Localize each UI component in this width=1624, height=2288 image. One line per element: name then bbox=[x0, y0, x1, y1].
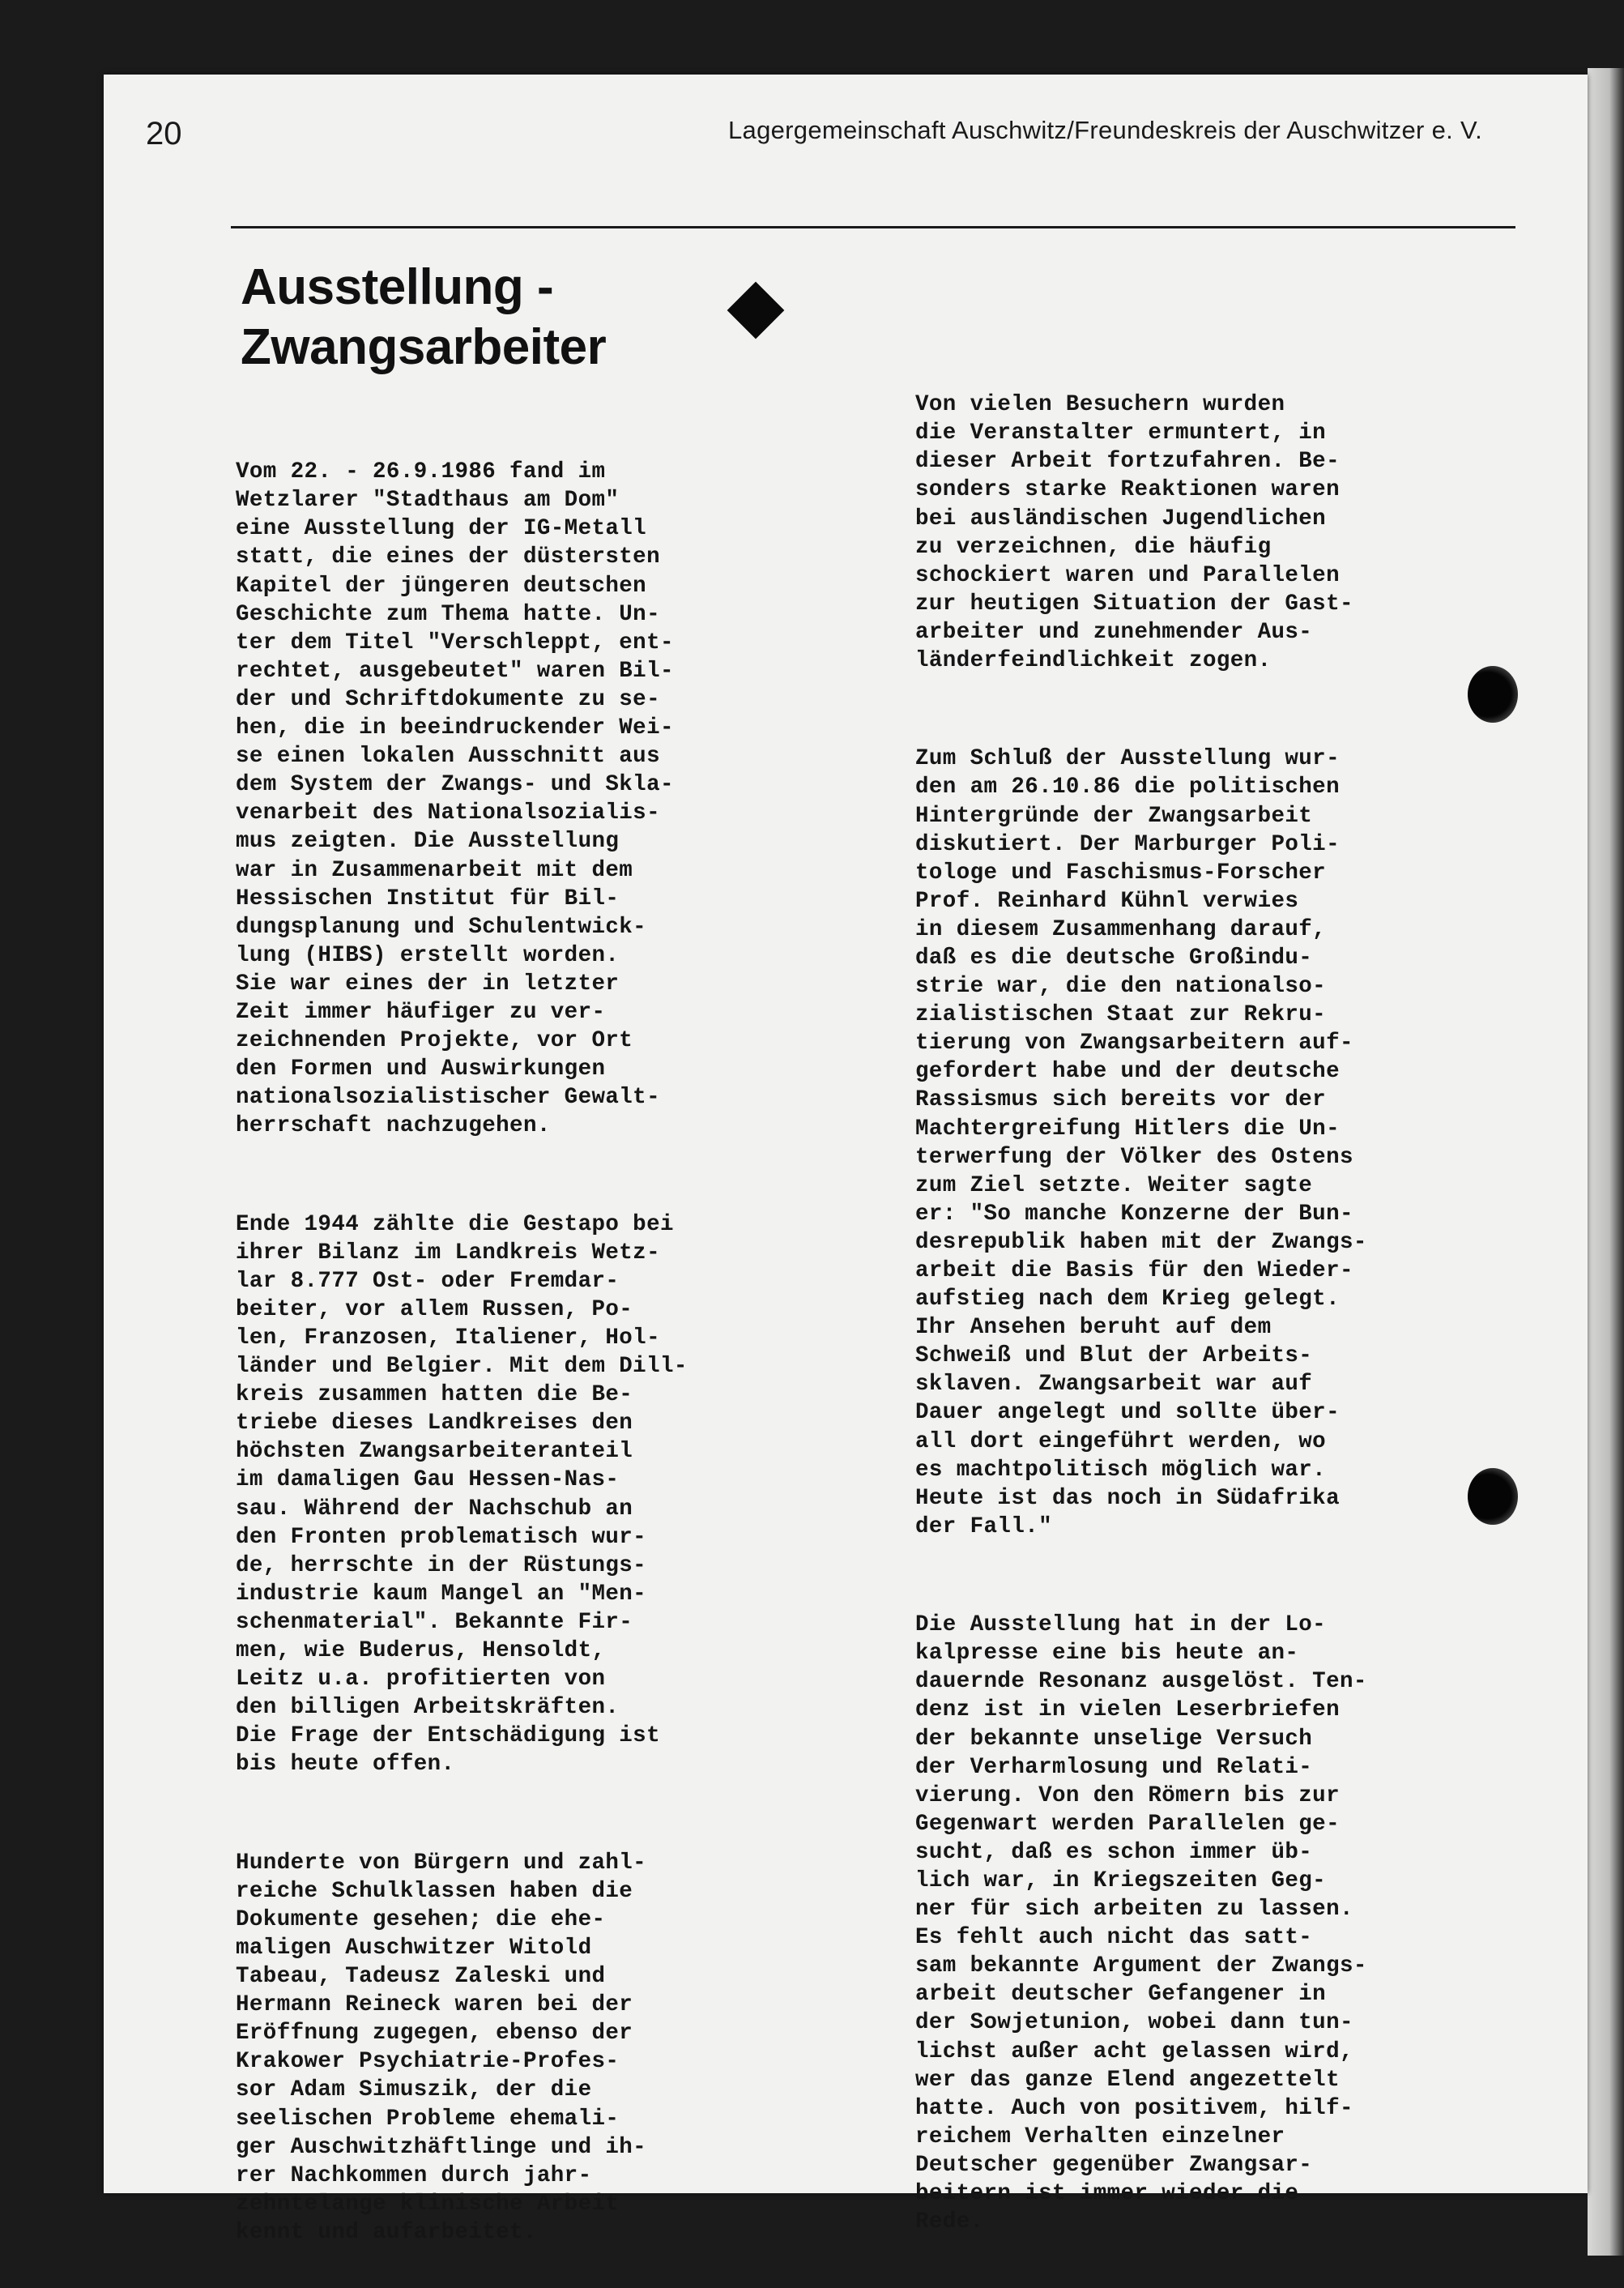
next-page-edge bbox=[1588, 68, 1624, 2256]
paragraph-gestapo-1944: Ende 1944 zählte die Gestapo bei ihrer Bilanz im Landkreis Wetz- lar 8.777 Ost- oder Fremdar- beiter, vor allem Russen, Po- len, Franzosen, Italiener, Hol- länder und Belgier. Mit dem Dill- kreis zusammen hatten die Be- triebe dieses Landkreises den höchsten Zwangsarbeiteranteil im damaligen Gau Hessen-Nas- sau. Während der Nachschub an den Fronten problematisch wur- de, herrschte in der Rüstungs- industrie kaum Mangel an "Men- schenmaterial". Bekannte Fir- men, wie Buderus, Hensoldt, Leitz u.a. profitierten von den billigen Arbeitskräften. Die Frage der Entschädigung ist bis heute offen. bbox=[236, 1211, 688, 1778]
paragraph-discussion: Zum Schluß der Ausstellung wur- den am 26.10.86 die politischen Hintergründe der Zwangsarbeit diskutiert. Der Marburger Poli- tologe und Faschismus-Forscher Prof. Reinhard Kühnl verwies in diesem Zusammenhang darauf, daß es die deutsche Großindu- strie war, die den nationalso- zialistischen Staat zur Rekru- tierung von Zwangsarbeitern auf- gefordert habe und der deutsche Rassismus sich bereits vor der Machtergreifung Hitlers die Un- terwerfung der Völker des Ostens zum Ziel setzte. Weiter sagte er: "So manche Konzerne der Bun- desrepublik haben mit der Zwangs- arbeit die Basis für den Wieder- aufstieg nach dem Krieg gelegt. Ihr Ansehen beruht auf dem Schweiß und Blut der Arbeits- sklaven. Zwangsarbeit war auf Dauer angelegt und sollte über- all dort eingeführt werden, wo es machtpolitisch möglich war. Heute ist das noch in Südafrika der Fall." bbox=[915, 746, 1367, 1539]
article-title bbox=[241, 258, 727, 378]
paragraph-reactions: Von vielen Besuchern wurden die Veranstalter ermuntert, in dieser Arbeit fortzufahren. Be- sonders starke Reaktionen waren bei ausländischen Jugendlichen zu verzeichnen, die häufig schockiert waren und Parallelen zur heutigen Situation der Gast- arbeiter und zunehmender Aus- länderfeindlichkeit zogen. bbox=[915, 392, 1353, 674]
paragraph-exhibition: Vom 22. - 26.9.1986 fand im Wetzlarer "Stadthaus am Dom" eine Ausstellung der IG-Metall statt, die eines der düstersten Kapitel der jüngeren deutschen Geschichte zum Thema hatte. Un- ter dem Titel "Verschleppt, ent- rechtet, ausgebeutet" waren Bil- der und Schriftdokumente zu se- hen, die in beeindruckender Wei- se einen lokalen Ausschnitt aus dem System der Zwangs- und Skla- venarbeit des Nationalsozialis- mus zeigten. Die Ausstellung war in Zusammenarbeit mit dem Hessischen Institut für Bil- dungsplanung und Schulentwick- lung (HIBS) erstellt worden. Sie war eines der in letzter Zeit immer häufiger zu ver- zeichnenden Projekte, vor Ort den Formen und Auswirkungen nationalsozialistischer Gewalt- herrschaft nachzugehen. bbox=[236, 459, 674, 1139]
punch-hole-bottom bbox=[1468, 1468, 1518, 1525]
paragraph-visitors: Hunderte von Bürgern und zahl- reiche Schulklassen haben die Dokumente gesehen; die ehe- maligen Auschwitzer Witold Tabeau, Tadeusz Zaleski und Hermann Reineck waren bei der Eröffnung zugegen, ebenso der Krakower Psychiatrie-Profes- sor Adam Simuszik, der die seelischen Probleme ehemali- ger Auschwitzhäftlinge und ih- rer Nachkommen durch jahr- zehntelange klinische Arbeit kennt und aufarbeitet. bbox=[236, 1850, 647, 2245]
title-line-2: Zwangsarbeiter bbox=[241, 319, 607, 375]
page-header bbox=[146, 101, 1482, 150]
right-column bbox=[915, 334, 1367, 2277]
header-rule bbox=[231, 226, 1515, 228]
punch-hole-top bbox=[1468, 666, 1518, 723]
title-line-1: Ausstellung - bbox=[241, 259, 554, 315]
left-column bbox=[236, 401, 688, 2288]
page-number: 20 bbox=[146, 116, 182, 152]
paragraph-press: Die Ausstellung hat in der Lo- kalpresse eine bis heute an- dauernde Resonanz ausgelöst. Ten- denz ist in vielen Leserbriefen der bekannte unselige Versuch der Verharmlosung und Relati- vierung. Von den Römern bis zur Gegenwart werden Parallelen ge- sucht, daß es schon immer üb- lich war, in Kriegszeiten Geg- ner für sich arbeiten zu lassen. Es fehlt auch nicht das satt- sam bekannte Argument der Zwangs- arbeit deutscher Gefangener in der Sowjetunion, wobei dann tun- lichst außer acht gelassen wird, wer das ganze Elend angezettelt hatte. Auch von positivem, hilf- reichem Verhalten einzelner Deutscher gegenüber Zwangsar- beitern ist immer wieder die Rede. bbox=[915, 1612, 1367, 2235]
running-head: Lagergemeinschaft Auschwitz/Freundeskreis der Auschwitzer e. V. bbox=[728, 116, 1482, 144]
